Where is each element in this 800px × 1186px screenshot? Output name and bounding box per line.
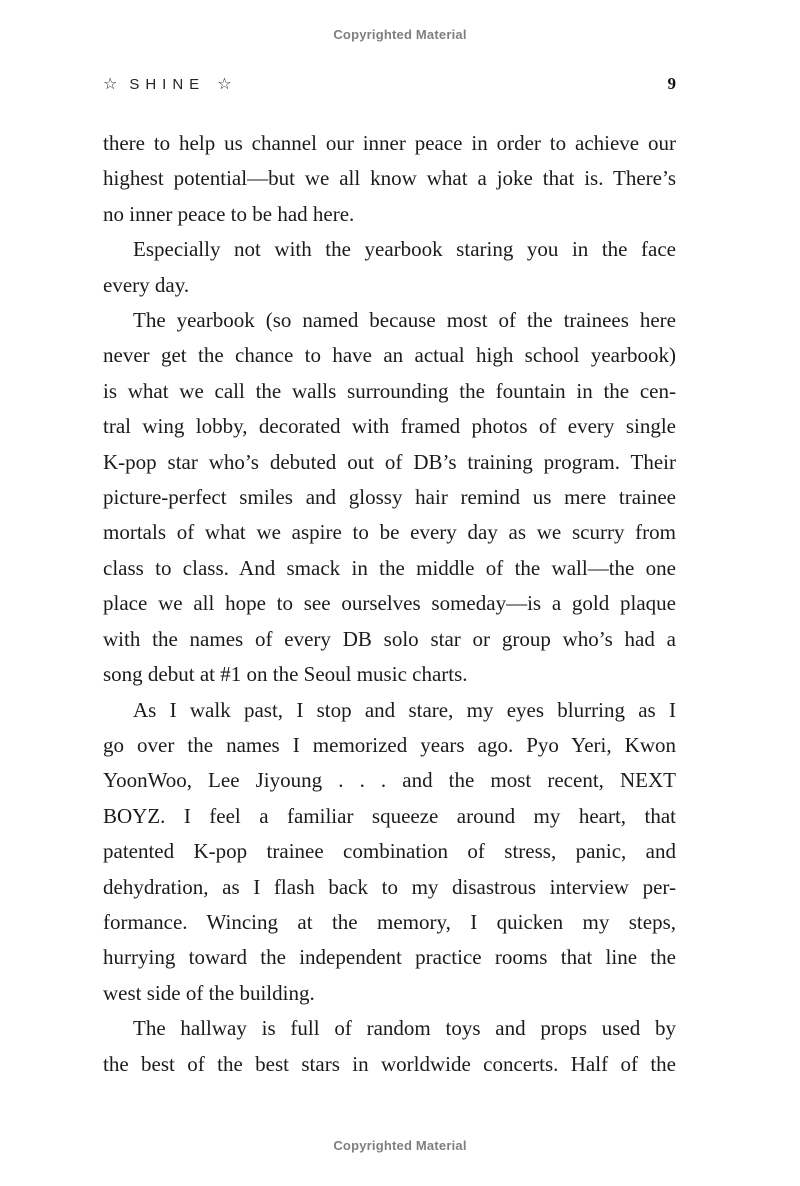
text-line: dehydration, as I flash back to my disastrous interview per- [103,874,676,899]
text-line: west side of the building. [103,980,315,1005]
copyright-watermark-top: Copyrighted Material [333,27,467,42]
text-line: never get the chance to have an actual high school yearbook) [103,343,676,368]
text-line: with the names of every DB solo star or group who’s had a [103,626,676,651]
text-line: no inner peace to be had here. [103,201,355,226]
text-line: is what we call the walls surrounding the fountain in the cen- [103,378,676,403]
star-icon: ☆ [103,74,118,93]
text-line: class to class. And smack in the middle of the wall—the one [103,555,676,580]
text-line: song debut at #1 on the Seoul music charts. [103,662,468,687]
running-header [103,74,676,94]
star-icon: ☆ [217,74,232,93]
text-line: go over the names I memorized years ago. Pyo Yeri, Kwon [103,732,676,757]
text-line: the best of the best stars in worldwide concerts. Half of the [103,1051,676,1076]
text-line: tral wing lobby, decorated with framed photos of every single [103,414,676,439]
header-title-group [103,76,232,93]
text-line: mortals of what we aspire to be every day as we scurry from [103,520,676,545]
book-title: SHINE [129,75,206,93]
text-line: BOYZ. I feel a familiar squeeze around my heart, that [103,803,676,828]
text-line: As I walk past, I stop and stare, my eyes blurring as I [133,697,676,722]
text-line: highest potential—but we all know what a joke that is. There’s [103,166,676,191]
text-line: every day. [103,272,190,297]
text-line: Especially not with the yearbook staring you in the face [133,237,676,262]
text-line: K-pop star who’s debuted out of DB’s training program. Their [103,449,676,474]
text-line: The hallway is full of random toys and props used by [133,1016,676,1041]
text-line: patented K-pop trainee combination of stress, panic, and [103,839,676,864]
text-line: there to help us channel our inner peace in order to achieve our [103,131,676,155]
text-line: YoonWoo, Lee Jiyoung . . . and the most recent, NEXT [103,768,676,793]
text-line: formance. Wincing at the memory, I quicken my steps, [103,909,676,934]
copyright-watermark-bottom: Copyrighted Material [333,1138,467,1153]
text-line: picture-perfect smiles and glossy hair remind us mere trainee [103,485,676,510]
body-text [103,126,676,1082]
text-line: The yearbook (so named because most of the trainees here [133,308,676,333]
text-line: place we all hope to see ourselves someday—is a gold plaque [103,591,676,616]
text-line: hurrying toward the independent practice rooms that line the [103,945,676,970]
page-number: 9 [667,74,676,93]
